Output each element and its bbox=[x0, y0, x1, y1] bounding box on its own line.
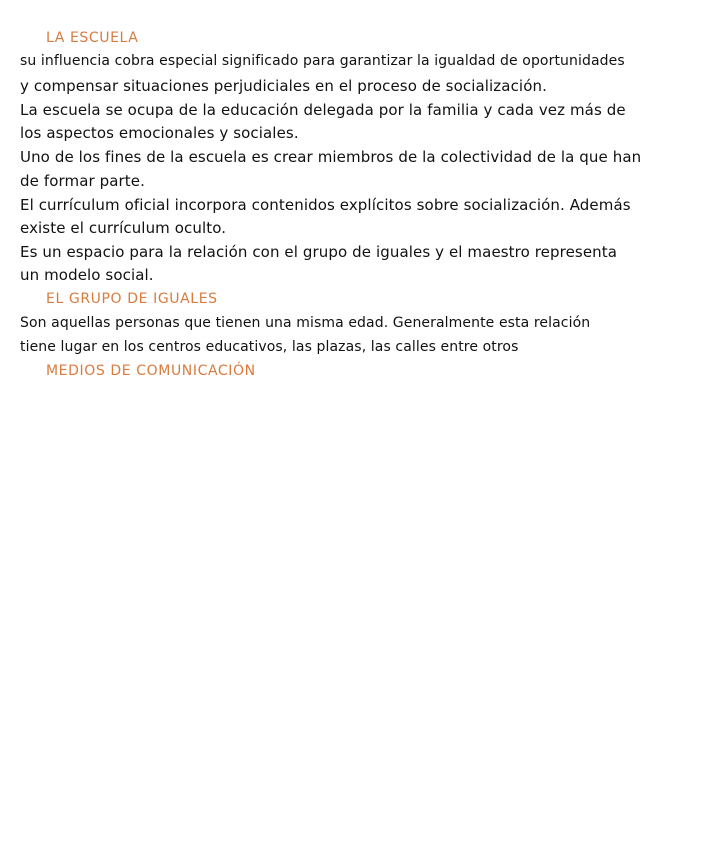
body-line: El currículum oficial incorpora contenidos explícitos sobre socialización. Además bbox=[20, 196, 631, 214]
body-line: un modelo social. bbox=[20, 266, 154, 284]
body-line: tiene lugar en los centros educativos, las plazas, las calles entre otros bbox=[20, 339, 519, 355]
section-heading-medios-de-comunicacion: MEDIOS DE COMUNICACIÓN bbox=[46, 363, 256, 379]
body-line: su influencia cobra especial significado para garantizar la igualdad de oportunidades bbox=[20, 53, 625, 69]
body-line: y compensar situaciones perjudiciales en el proceso de socialización. bbox=[20, 77, 547, 95]
body-line: de formar parte. bbox=[20, 172, 145, 190]
body-line: Es un espacio para la relación con el grupo de iguales y el maestro representa bbox=[20, 243, 618, 261]
body-line: Uno de los fines de la escuela es crear miembros de la colectividad de la que han bbox=[20, 148, 642, 166]
body-line: los aspectos emocionales y sociales. bbox=[20, 124, 299, 142]
body-line: existe el currículum oculto. bbox=[20, 219, 227, 237]
body-line: Son aquellas personas que tienen una misma edad. Generalmente esta relación bbox=[20, 315, 591, 331]
section-heading-la-escuela: LA ESCUELA bbox=[46, 30, 139, 46]
body-line: La escuela se ocupa de la educación delegada por la familia y cada vez más de bbox=[20, 101, 626, 119]
section-heading-el-grupo-de-iguales: EL GRUPO DE IGUALES bbox=[46, 291, 218, 307]
